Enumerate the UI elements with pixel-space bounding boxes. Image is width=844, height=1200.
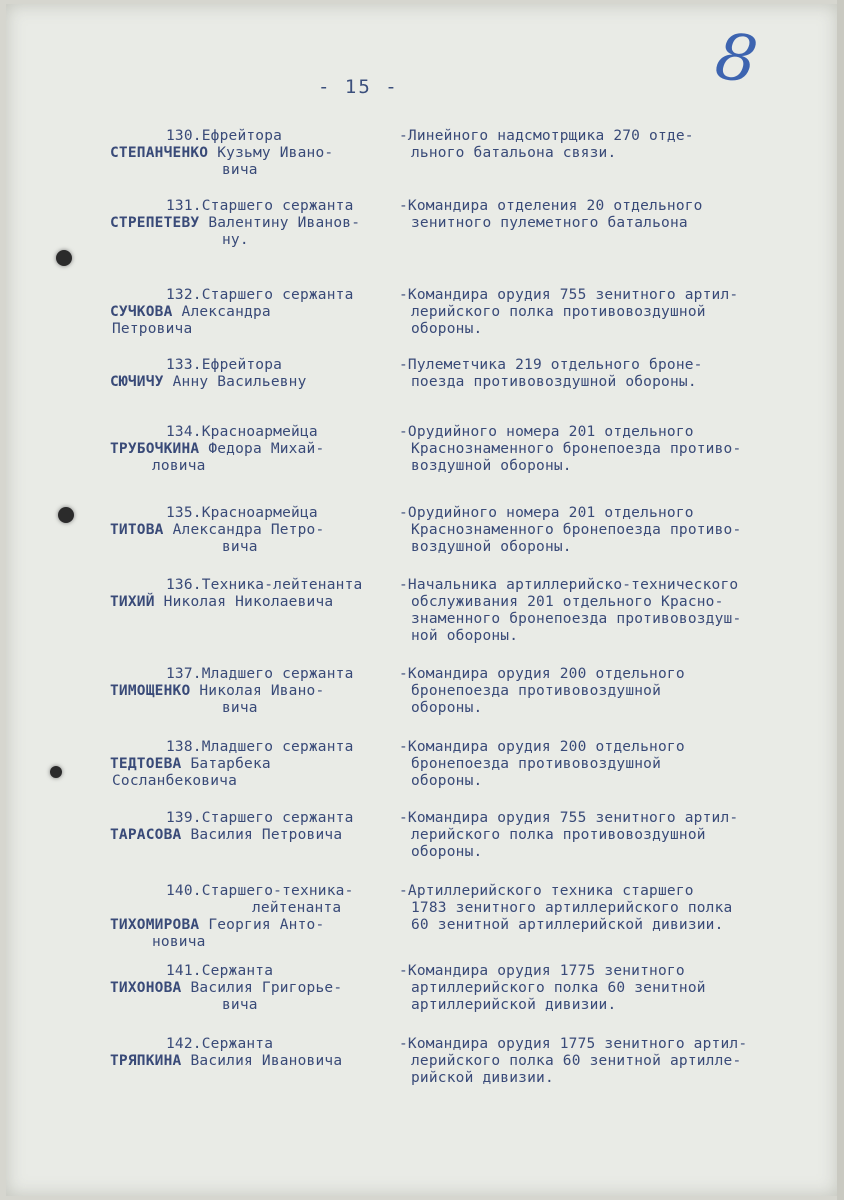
entry-given-names: Кузьму Ивано- <box>217 145 334 161</box>
entry-given-names: Василия Ивановича <box>190 1053 343 1069</box>
entry-rank: 136.Техника-лейтенанта <box>166 577 363 593</box>
entry-rank: 133.Ефрейтора <box>166 357 283 373</box>
entry-surname: ТАРАСОВА <box>110 827 182 843</box>
entry-rank: 141.Сержанта <box>166 963 274 979</box>
entry-name-cont: вича <box>222 162 258 178</box>
entry-surname: ТИХИЙ <box>110 594 155 610</box>
entry-duty-line: зенитного пулеметного батальона <box>411 215 688 231</box>
entry-duty-line: знаменного бронепоезда противовоздуш- <box>411 611 742 627</box>
entry-surname: СЮЧИЧУ <box>110 374 164 390</box>
punch-hole-icon <box>50 766 62 778</box>
entry-given-names: Батарбека <box>190 756 271 772</box>
entry-duty-line: -Командира орудия 200 отдельного <box>399 666 685 682</box>
entry-duty-line: воздушной обороны. <box>411 458 572 474</box>
entry-name-cont: вича <box>222 539 258 555</box>
entry-duty-line: -Пулеметчика 219 отдельного броне- <box>399 357 703 373</box>
entry-duty-line: -Командира орудия 755 зенитного артил- <box>399 287 739 303</box>
entry-duty-line: ной обороны. <box>411 628 519 644</box>
entry-duty-line: 60 зенитной артиллерийской дивизии. <box>411 917 724 933</box>
entry-surname: СТРЕПЕТЕВУ <box>110 215 200 231</box>
entry-surname: ТИХОМИРОВА <box>110 917 200 933</box>
entry-duty-line: обороны. <box>411 844 483 860</box>
entry-given-names: Александра Петро- <box>172 522 325 538</box>
entry-surname: ТИХОНОВА <box>110 980 182 996</box>
entry-duty-line: лерийского полка противовоздушной <box>411 827 706 843</box>
entry-duty-line: бронепоезда противовоздушной <box>411 683 662 699</box>
entry-duty-line: -Командира орудия 200 отдельного <box>399 739 685 755</box>
handwritten-sheet-number: 8 <box>711 19 762 99</box>
entry-given-names: Федора Михай- <box>208 441 325 457</box>
entry-duty-line: Краснознаменного бронепоезда противо- <box>411 441 742 457</box>
page-number: - 15 - <box>318 76 399 98</box>
entry-rank: 142.Сержанта <box>166 1036 274 1052</box>
page-edge <box>837 0 844 1200</box>
entry-duty-line: воздушной обороны. <box>411 539 572 555</box>
entry-given-names: Николая Николаевича <box>163 594 334 610</box>
entry-name-cont: вича <box>222 700 258 716</box>
entry-rank: 132.Старшего сержанта <box>166 287 354 303</box>
entry-duty-line: 1783 зенитного артиллерийского полка <box>411 900 733 916</box>
entry-rank: 140.Старшего-техника- <box>166 883 354 899</box>
entry-rank: 131.Старшего сержанта <box>166 198 354 214</box>
entry-duty-line: Краснознаменного бронепоезда противо- <box>411 522 742 538</box>
entry-given-names: Василия Петровича <box>190 827 343 843</box>
entry-duty-line: лерийского полка противовоздушной <box>411 304 706 320</box>
entry-name-cont: ну. <box>222 232 249 248</box>
entry-duty-line: обороны. <box>411 321 483 337</box>
entry-name-cont: Петровича <box>112 321 193 337</box>
punch-hole-icon <box>58 507 74 523</box>
entry-given-names: Николая Ивано- <box>199 683 325 699</box>
entry-surname: ТИТОВА <box>110 522 164 538</box>
entry-name-cont: новича <box>152 934 206 950</box>
entry-duty-line: льного батальона связи. <box>411 145 617 161</box>
entry-duty-line: -Командира орудия 755 зенитного артил- <box>399 810 739 826</box>
entry-duty-line: обороны. <box>411 773 483 789</box>
entry-surname: ТРЯПКИНА <box>110 1053 182 1069</box>
entry-duty-line: обороны. <box>411 700 483 716</box>
entry-duty-line: артиллерийского полка 60 зенитной <box>411 980 706 996</box>
entry-surname: СУЧКОВА <box>110 304 173 320</box>
punch-hole-icon <box>56 250 72 266</box>
entry-given-names: Валентину Иванов- <box>208 215 361 231</box>
entry-duty-line: -Командира орудия 1775 зенитного артил- <box>399 1036 748 1052</box>
entry-duty-line: -Орудийного номера 201 отдельного <box>399 424 694 440</box>
entry-name-cont: вича <box>222 997 258 1013</box>
entry-rank: 134.Красноармейца <box>166 424 318 440</box>
entry-surname: ТИМОЩЕНКО <box>110 683 191 699</box>
entry-surname: СТЕПАНЧЕНКО <box>110 145 209 161</box>
entry-duty-line: -Командира орудия 1775 зенитного <box>399 963 685 979</box>
entry-duty-line: -Начальника артиллерийско-технического <box>399 577 739 593</box>
entry-rank: 135.Красноармейца <box>166 505 318 521</box>
entry-duty-line: рийской дивизии. <box>411 1070 554 1086</box>
entry-duty-line: поезда противовоздушной обороны. <box>411 374 697 390</box>
entry-duty-line: -Линейного надсмотрщика 270 отде- <box>399 128 694 144</box>
entry-surname: ТЕДТОЕВА <box>110 756 182 772</box>
entry-rank-cont: лейтенанта <box>252 900 342 916</box>
entry-duty-line: обслуживания 201 отдельного Красно- <box>411 594 724 610</box>
entry-given-names: Анну Васильевну <box>172 374 307 390</box>
entry-given-names: Александра <box>181 304 271 320</box>
entry-duty-line: -Артиллерийского техника старшего <box>399 883 694 899</box>
entry-duty-line: артиллерийской дивизии. <box>411 997 617 1013</box>
entry-duty-line: бронепоезда противовоздушной <box>411 756 662 772</box>
entry-duty-line: -Орудийного номера 201 отдельного <box>399 505 694 521</box>
entry-name-cont: ловича <box>152 458 206 474</box>
entry-duty-line: -Командира отделения 20 отдельного <box>399 198 703 214</box>
entry-rank: 138.Младшего сержанта <box>166 739 354 755</box>
entry-rank: 137.Младшего сержанта <box>166 666 354 682</box>
entry-given-names: Василия Григорье- <box>190 980 343 996</box>
entry-name-cont: Сосланбековича <box>112 773 238 789</box>
entry-duty-line: лерийского полка 60 зенитной артилле- <box>411 1053 742 1069</box>
entry-rank: 130.Ефрейтора <box>166 128 283 144</box>
entry-rank: 139.Старшего сержанта <box>166 810 354 826</box>
entry-surname: ТРУБОЧКИНА <box>110 441 200 457</box>
entry-given-names: Георгия Анто- <box>208 917 325 933</box>
